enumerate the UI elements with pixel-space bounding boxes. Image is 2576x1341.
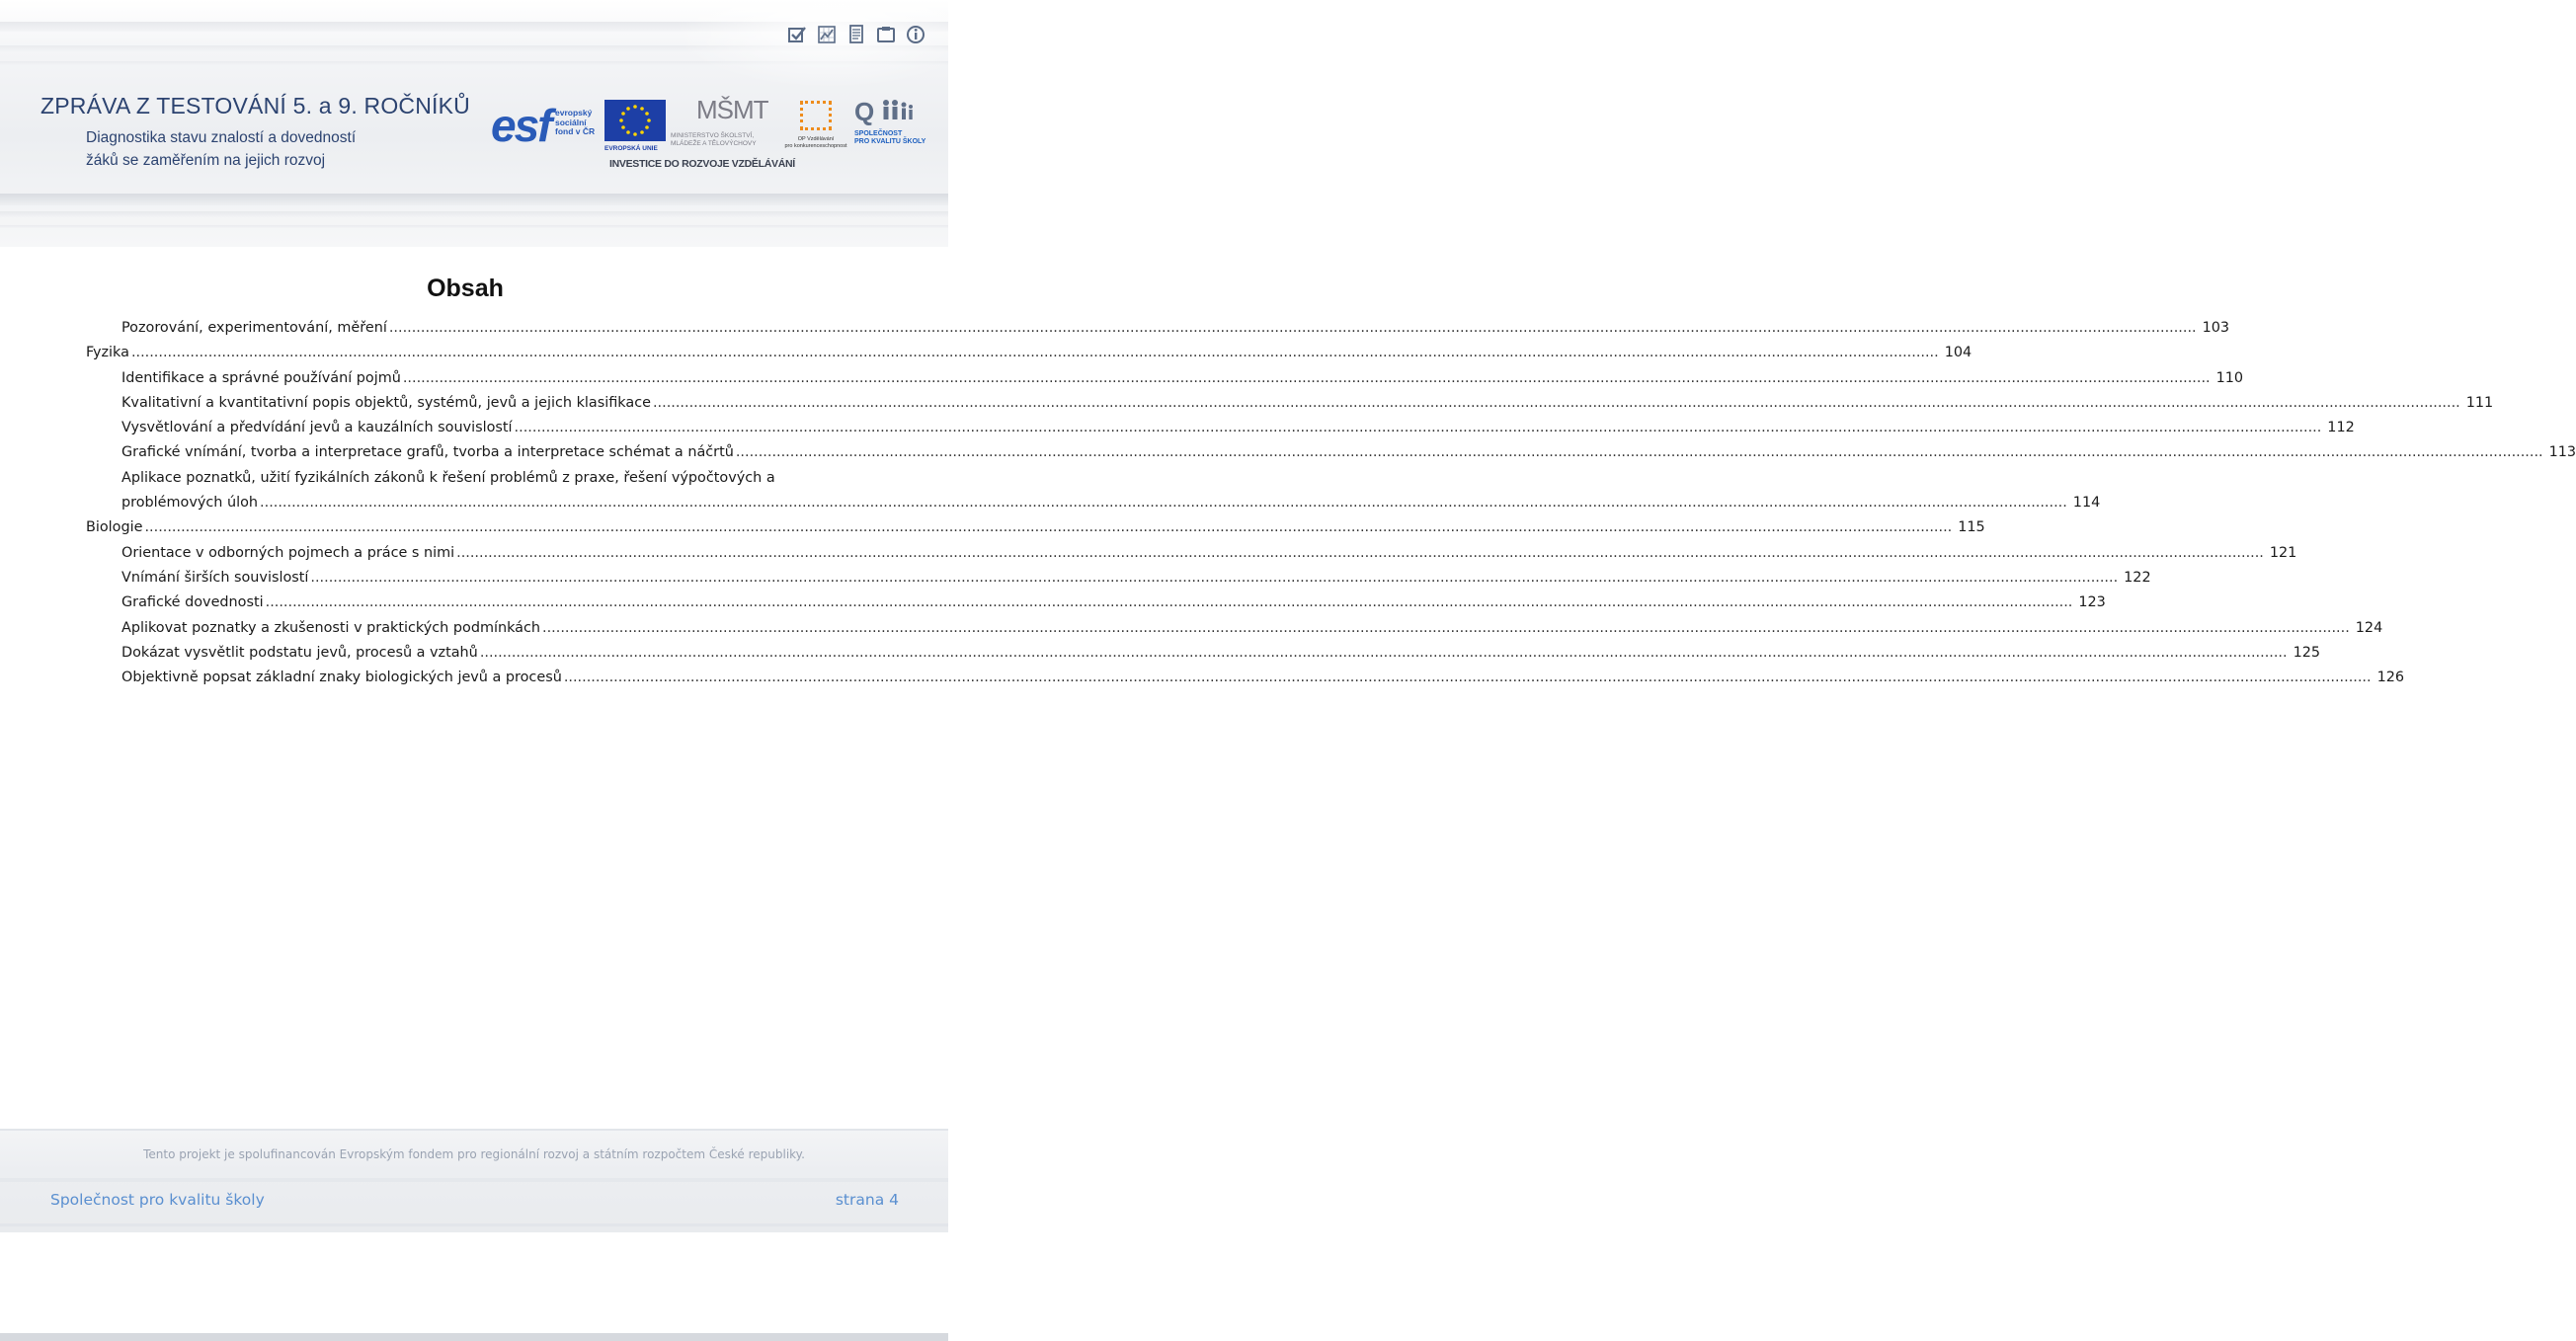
msmt-label [671,132,777,147]
spolecnost-label-line: SPOLEČNOST [854,130,903,137]
msmt-mark: MŠMT [696,95,768,124]
table-of-contents [86,316,2576,690]
banner-stripe [0,194,948,205]
spolecnost-logo [854,97,924,156]
toc-entry-text: Orientace v odborných pojmech a práce s nimi [121,544,455,561]
spolecnost-label [854,130,924,146]
header-toolbar [786,24,926,45]
toc-entry[interactable] [86,416,2355,440]
msmt-logo [671,97,777,152]
toc-entry[interactable] [86,566,2151,591]
toc-page-number: 122 [2124,569,2151,586]
toc-entry-text-line: Aplikace poznatků, užití fyzikálních zákonů k řešení problémů z praxe, řešení výpočtových a [121,469,775,486]
esf-text [555,109,595,137]
esf-logo [491,101,600,152]
toc-entry-text: Vysvětlování a předvídání jevů a kauzálních souvislostí [121,420,513,436]
toc-entry[interactable] [86,466,2101,516]
footer-stripe [0,1178,948,1182]
toc-page-number: 124 [2355,619,2383,636]
toc-leader-dots: ................................................................................................................................................................................................................................................................................................................................................................................................................ [563,670,2372,686]
toc-entry-text: Identifikace a správné používání pojmů [121,369,401,386]
toc-leader-dots: ................................................................................................................................................................................................................................................................................................................................................................................................................ [456,544,2264,561]
esf-text-line: sociální [555,117,587,127]
op-label-line: OP Vzdělávání [797,136,835,142]
partner-logos [491,95,926,174]
banner-stripe [0,211,948,217]
toc-entry-text: Pozorování, experimentování, měření [121,320,387,336]
toc-page-number: 121 [2269,544,2297,561]
footer-stripe [0,1129,948,1131]
toc-leader-dots: ................................................................................................................................................................................................................................................................................................................................................................................................................ [265,594,2073,611]
document-icon[interactable] [845,24,867,45]
toc-entry-text: Fyzika [86,345,129,361]
op-logo [782,101,849,156]
toc-page-number: 125 [2293,644,2321,661]
toc-heading: Obsah [427,275,504,302]
toc-page-number: 103 [2202,320,2230,336]
report-subtitle [86,126,356,172]
toc-leader-dots: ................................................................................................................................................................................................................................................................................................................................................................................................................ [542,619,2350,636]
toc-leader-dots: ................................................................................................................................................................................................................................................................................................................................................................................................................ [144,519,1953,536]
toc-entry-text: Aplikovat poznatky a zkušenosti v praktických podmínkách [121,619,541,636]
esf-text-line: evropský [555,108,593,118]
toc-page-number: 111 [2465,394,2494,411]
toc-entry[interactable] [86,591,2106,615]
toc-entry-text: Grafické dovednosti [121,594,264,611]
toc-leader-dots: ................................................................................................................................................................................................................................................................................................................................................................................................................ [310,569,2119,586]
toc-entry[interactable] [86,666,2405,690]
spolecnost-mark [854,97,924,126]
msmt-label-line: MINISTERSTVO ŠKOLSTVÍ, [671,132,755,139]
op-frame-icon [800,101,832,130]
toc-entry-text: Biologie [86,519,143,536]
toc-entry[interactable] [86,515,1985,540]
toc-entry[interactable] [86,616,2383,641]
toc-entry[interactable] [86,440,2576,465]
spolecnost-label-line: PRO KVALITU ŠKOLY [854,138,926,145]
footer-stripe [0,1223,948,1226]
esf-mark: esf [491,100,551,151]
toc-page-number: 115 [1958,519,1985,536]
toc-entry[interactable] [86,366,2244,391]
toc-leader-dots: ................................................................................................................................................................................................................................................................................................................................................................................................................ [652,394,2460,411]
toc-leader-dots: ................................................................................................................................................................................................................................................................................................................................................................................................................ [130,345,1939,361]
report-title: ZPRÁVA Z TESTOVÁNÍ 5. a 9. ROČNÍKŮ [40,93,470,118]
toc-page-number: 114 [2072,495,2101,512]
footer-page-number: strana 4 [835,1191,899,1209]
toc-entry-text: Kvalitativní a kvantitativní popis objektů, systémů, jevů a jejich klasifikace [121,394,651,411]
toc-page-number: 110 [2215,369,2244,386]
investment-slogan: INVESTICE DO ROZVOJE VZDĚLÁVÁNÍ [609,158,795,170]
eu-label: EVROPSKÁ UNIE [604,145,658,152]
footer-organization-link[interactable]: Společnost pro kvalitu školy [50,1191,265,1209]
toc-entry-text: Grafické vnímání, tvorba a interpretace grafů, tvorba a interpretace schémat a náčrtů [121,444,734,461]
toc-page-number: 112 [2327,420,2355,436]
banner-stripe [0,225,948,228]
subtitle-line: Diagnostika stavu znalostí a dovedností [86,129,357,146]
toc-page-number: 113 [2548,444,2576,461]
bottom-strip [0,1333,948,1341]
toc-entry-text: Vnímání širších souvislostí [121,569,309,586]
toc-entry-text: Objektivně popsat základní znaky biologických jevů a procesů [121,670,562,686]
toc-entry[interactable] [86,341,1972,365]
header-banner [0,0,948,247]
esf-text-line: fond v ČR [555,126,596,136]
spolecnost-mark-letter: Q [854,97,875,126]
msmt-label-line: MLÁDEŽE A TĚLOVÝCHOVY [671,139,757,147]
toc-page-number: 123 [2078,594,2106,611]
toc-entry[interactable] [86,641,2321,666]
eu-flag-icon [604,100,666,141]
chart-icon[interactable] [816,24,838,45]
toc-page-number: 126 [2376,670,2405,686]
eu-stars-icon [604,100,666,141]
clipboard-icon[interactable] [875,24,897,45]
people-icon [881,99,915,120]
toc-leader-dots: ................................................................................................................................................................................................................................................................................................................................................................................................................ [514,420,2322,436]
info-icon[interactable] [905,24,926,45]
toc-leader-dots: ................................................................................................................................................................................................................................................................................................................................................................................................................ [735,444,2543,461]
footer-band [0,1129,948,1232]
funding-notice: Tento projekt je spolufinancován Evropským fondem pro regionální rozvoj a státním rozpočtem České republiky. [143,1147,805,1161]
toc-entry-text: Dokázat vysvětlit podstatu jevů, procesů a vztahů [121,644,478,661]
toc-entry[interactable] [86,391,2494,416]
checkbox-icon[interactable] [786,24,808,45]
toc-entry[interactable] [86,316,2230,341]
toc-entry[interactable] [86,541,2297,566]
op-label [782,136,849,149]
toc-leader-dots: ................................................................................................................................................................................................................................................................................................................................................................................................................ [260,495,2067,512]
op-label-line: pro konkurenceschopnost [784,142,847,149]
toc-entry-text: problémových úloh [121,495,259,512]
toc-leader-dots: ................................................................................................................................................................................................................................................................................................................................................................................................................ [402,369,2211,386]
eu-logo [604,100,666,153]
toc-leader-dots: ................................................................................................................................................................................................................................................................................................................................................................................................................ [388,320,2197,336]
toc-leader-dots: ................................................................................................................................................................................................................................................................................................................................................................................................................ [479,644,2288,661]
toc-page-number: 104 [1944,345,1972,361]
subtitle-line: žáků se zaměřením na jejich rozvoj [86,152,326,169]
